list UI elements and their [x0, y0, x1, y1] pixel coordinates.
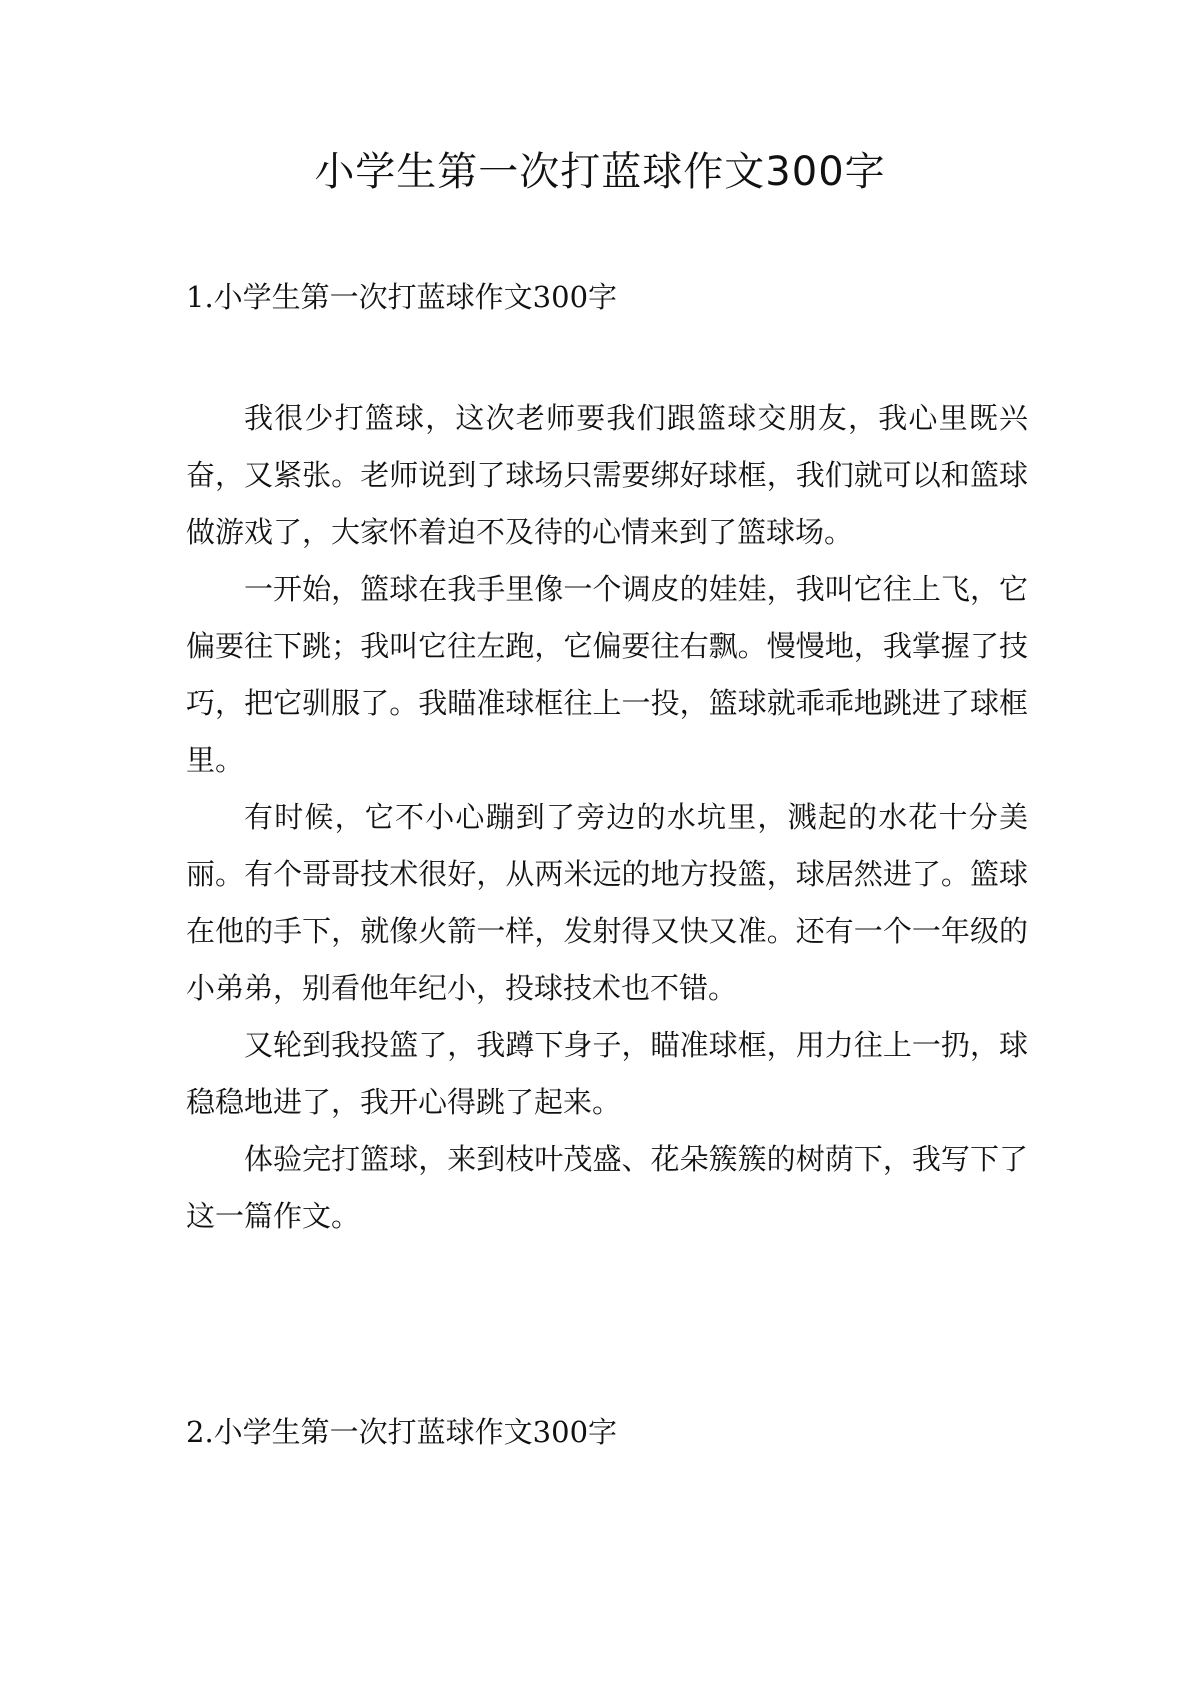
page-title: 小学生第一次打蓝球作文300字: [314, 149, 886, 195]
essay-body-1: [186, 390, 1028, 1245]
paragraph-4: 又轮到我投篮了，我蹲下身子，瞄准球框，用力往上一扔，球稳稳地进了，我开心得跳了起来。: [186, 1028, 1028, 1119]
section-heading-1: 1.小学生第一次打蓝球作文300字: [186, 280, 618, 314]
paragraph-1: 我很少打篮球，这次老师要我们跟篮球交朋友，我心里既兴奋，又紧张。老师说到了球场只需要绑好球框，我们就可以和篮球做游戏了，大家怀着迫不及待的心情来到了篮球场。: [186, 401, 1028, 549]
section-heading-2: 2.小学生第一次打蓝球作文300字: [186, 1415, 618, 1449]
paragraph-3: 有时候，它不小心蹦到了旁边的水坑里，溅起的水花十分美丽。有个哥哥技术很好，从两米远的地方投篮，球居然进了。篮球在他的手下，就像火箭一样，发射得又快又准。还有一个一年级的小弟弟，别看他年纪小，投球技术也不错。: [186, 800, 1028, 1005]
paragraph-2: 一开始，篮球在我手里像一个调皮的娃娃，我叫它往上飞，它偏要往下跳；我叫它往左跑，它偏要往右飘。慢慢地，我掌握了技巧，把它驯服了。我瞄准球框往上一投，篮球就乖乖地跳进了球框里。: [186, 572, 1028, 777]
paragraph-5: 体验完打篮球，来到枝叶茂盛、花朵簇簇的树荫下，我写下了这一篇作文。: [186, 1142, 1028, 1233]
